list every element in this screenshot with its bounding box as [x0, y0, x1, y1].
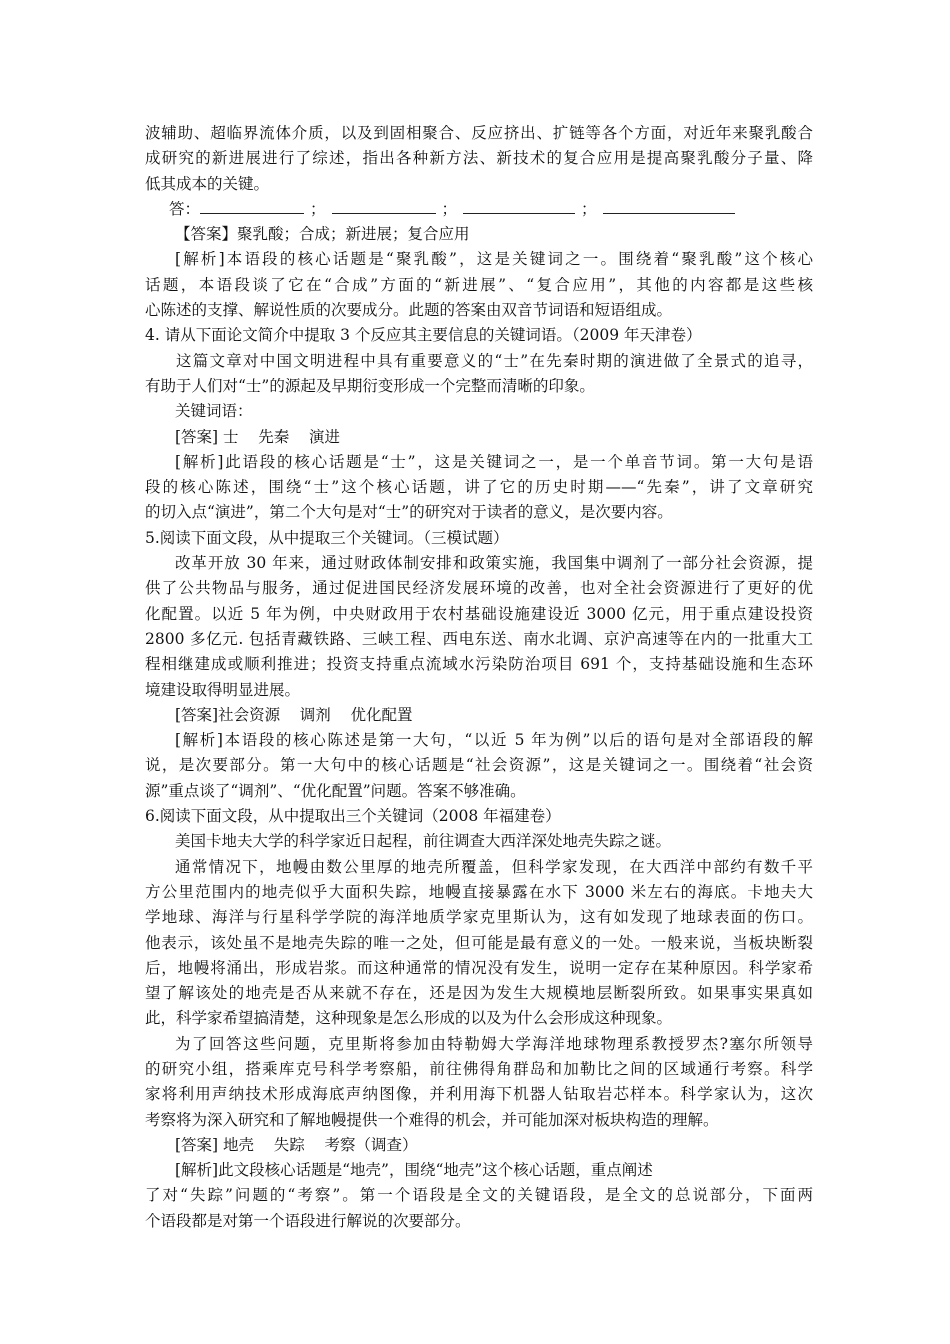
answer-line: 【答案】聚乳酸；合成；新进展；复合应用 — [175, 225, 470, 244]
passage-line: 学地球、海洋与行星科学学院的海洋地质学家克里斯认为，这有如发现了地球表面的伤口。 — [145, 908, 813, 927]
passage-line: 家将利用声纳技术形成海底声纳图像，并利用海下机器人钻取岩芯样本。科学家认为，这次 — [145, 1085, 813, 1104]
passage-line: 后，地幔将涌出，形成岩浆。而这种通常的情况没有发生，说明一定存在某种原因。科学家希 — [145, 958, 813, 977]
intro-line: 低其成本的关键。 — [145, 174, 270, 193]
passage-line: 程相继建成或顺利推进；投资支持重点流域水污染防治项目 691 个，支持基础设施和生态环 — [145, 655, 813, 674]
keyword-prompt: 关键词语： — [175, 402, 253, 421]
answer-blanks-row — [145, 197, 813, 222]
passage-line: 供了公共物品与服务，通过促进国民经济发展环境的改善，也对全社会资源进行了更好的优 — [145, 579, 813, 598]
page-content — [145, 121, 813, 1234]
analysis-line: 心陈述的支撑、解说性质的次要成分。此题的答案由双音节词语和短语组成。 — [145, 301, 673, 320]
question-line: 4. 请从下面论文简介中提取 3 个反应其主要信息的关键词语。（2009 年天津卷） — [145, 326, 702, 345]
analysis-line: 个语段都是对第一个语段进行解说的次要部分。 — [145, 1211, 471, 1230]
answer-blank-4[interactable] — [603, 199, 735, 214]
analysis-line: 源”重点谈了“调剂”、“优化配置”问题。答案不够准确。 — [145, 781, 526, 800]
answer-blank-2[interactable] — [332, 199, 436, 214]
answer-blank-3[interactable] — [463, 199, 575, 214]
analysis-line: 的切入点“演进”，第二个大句是对“士”的研究对于读者的意义，是次要内容。 — [145, 503, 673, 522]
blank-separator: ； — [441, 199, 458, 218]
passage-line: 改革开放 30 年来，通过财政体制安排和政策实施，我国集中调剂了一部分社会资源，提 — [175, 554, 813, 573]
question-line: 5.阅读下面文段，从中提取三个关键词。（三模试题） — [145, 528, 509, 547]
analysis-line: [解析]此语段的核心话题是“士”，这是关键词之一，是一个单音节词。第一大句是语 — [175, 452, 813, 471]
passage-line: 为了回答这些问题，克里斯将参加由特勒姆大学海洋地球物理系教授罗杰?塞尔所领导 — [175, 1034, 813, 1053]
passage-line: 境建设取得明显进展。 — [145, 680, 301, 699]
passage-line: 有助于人们对“士”的源起及早期衍变形成一个完整而清晰的印象。 — [145, 376, 595, 395]
passage-line: 通常情况下，地幔由数公里厚的地壳所覆盖，但科学家发现，在大西洋中部约有数千平 — [175, 857, 813, 876]
passage-line: 考察将为深入研究和了解地幔提供一个难得的机会，并可能加深对板块构造的理解。 — [145, 1110, 719, 1129]
answer-blank-1[interactable] — [200, 199, 304, 214]
analysis-line: 段的核心陈述，围绕“士”这个核心话题，讲了它的历史时期——“先秦”，讲了文章研究 — [145, 478, 813, 497]
analysis-line: [解析]本语段的核心陈述是第一大句，“以近 5 年为例”以后的语句是对全部语段的解 — [175, 731, 813, 750]
blank-separator: ； — [581, 199, 597, 218]
passage-line: 2800 多亿元. 包括青藏铁路、三峡工程、西电东送、南水北调、京沪高速等在内的一批重大工 — [145, 629, 813, 648]
intro-line: 成研究的新进展进行了综述，指出各种新方法、新技术的复合应用是提高聚乳酸分子量、降 — [145, 149, 813, 168]
answer-line: [答案]社会资源 调剂 优化配置 — [175, 705, 413, 724]
question-line: 6.阅读下面文段，从中提取出三个关键词（2008 年福建卷） — [145, 807, 561, 826]
intro-line: 波辅助、超临界流体介质，以及到固相聚合、反应挤出、扩链等各个方面，对近年来聚乳酸合 — [145, 124, 813, 142]
passage-line: 他表示，该处虽不是地壳失踪的唯一之处，但可能是最有意义的一处。一般来说，当板块断裂 — [145, 933, 813, 952]
passage-line: 化配置。以近 5 年为例，中央财政用于农村基础设施建设近 3000 亿元，用于重点建设投资 — [145, 604, 813, 623]
analysis-line: 了对“失踪”问题的“考察”。第一个语段是全文的关键语段，是全文的总说部分，下面两 — [145, 1186, 813, 1205]
passage-line: 望了解该处的地壳是否从来就不存在，还是因为发生大规模地层断裂所致。如果事实果真如 — [145, 984, 813, 1003]
answer-prompt: 答： — [169, 199, 201, 218]
analysis-line: 说，是次要部分。第一大句中的核心话题是“社会资源”，这是关键词之一。围绕着“社会资 — [145, 756, 813, 775]
passage-line: 美国卡地夫大学的科学家近日起程，前往调查大西洋深处地壳失踪之谜。 — [175, 832, 672, 851]
passage-line: 方公里范围内的地壳似乎大面积失踪，地幔直接暴露在水下 3000 米左右的海底。卡地夫大 — [145, 882, 813, 901]
passage-line: 此，科学家希望搞清楚，这种现象是怎么形成的以及为什么会形成这种现象。 — [145, 1009, 673, 1028]
passage-line: 的研究小组，搭乘库克号科学考察船，前往佛得角群岛和加勒比之间的区域通行考察。科学 — [145, 1059, 813, 1078]
analysis-line: [解析]本语段的核心话题是“聚乳酸”，这是关键词之一。围绕着“聚乳酸”这个核心 — [175, 250, 813, 269]
answer-line: [答案] 士 先秦 演进 — [175, 427, 340, 446]
analysis-line: [解析]此文段核心话题是“地壳”，围绕“地壳”这个核心话题，重点阐述 — [175, 1161, 653, 1180]
analysis-line: 话题，本语段谈了它在“合成”方面的“新进展”、“复合应用”，其他的内容都是这些核 — [145, 275, 813, 294]
passage-line: 这篇文章对中国文明进程中具有重要意义的“士”在先秦时期的演进做了全景式的追寻， — [176, 351, 813, 370]
answer-line: [答案] 地壳 失踪 考察（调查） — [175, 1135, 418, 1154]
blank-separator: ； — [310, 199, 326, 218]
